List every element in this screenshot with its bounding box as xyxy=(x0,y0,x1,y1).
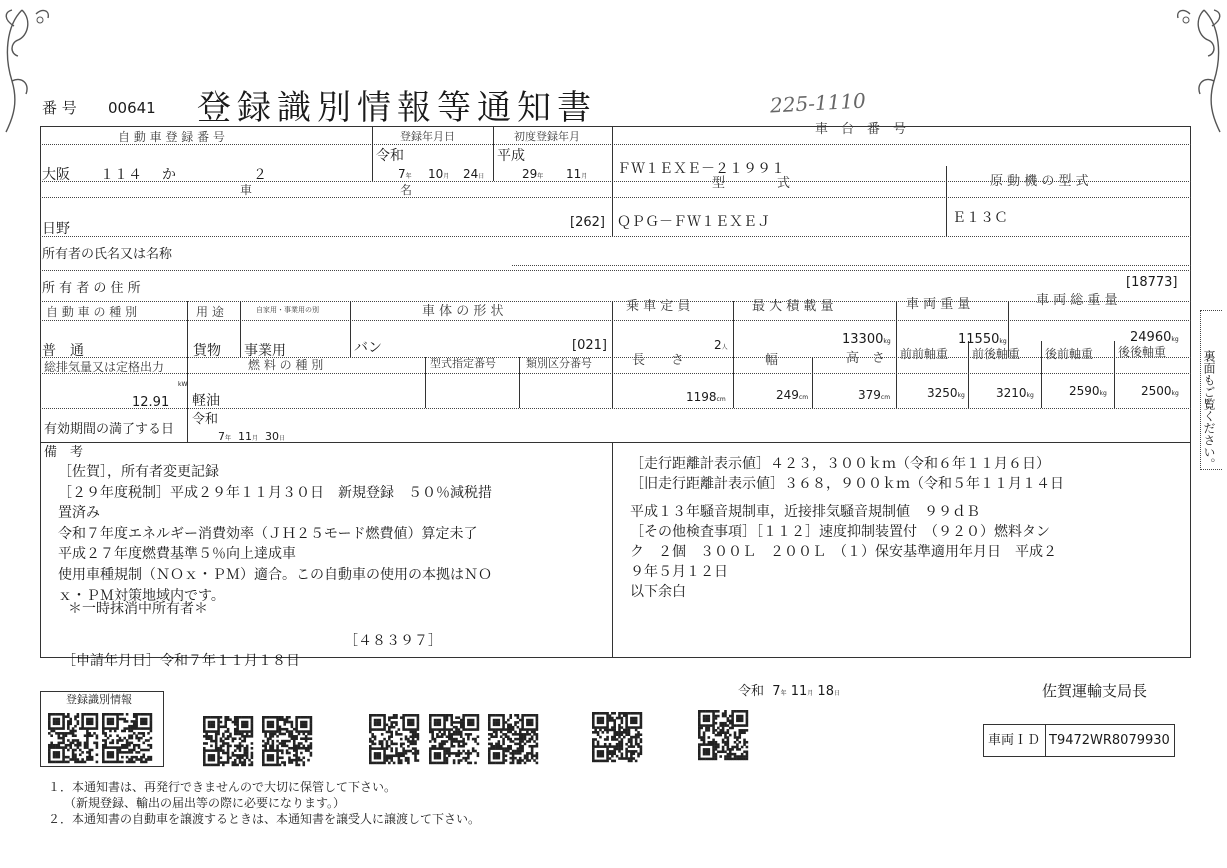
front-front-axle-label: 前前軸重 xyxy=(900,347,949,361)
vehicle-weight-value: 11550kg xyxy=(958,332,1007,347)
owner-name-label: 所有者の氏名又は名称 xyxy=(42,247,173,262)
vehicle-type-label: 自 動 車 の 種 別 xyxy=(46,305,138,319)
first-reg-era: 平成 xyxy=(497,148,525,164)
first-reg-label: 初度登録年月 xyxy=(514,130,580,143)
engine-model-value: Ｅ１３Ｃ xyxy=(952,210,1008,226)
body-shape-label: 車 体 の 形 状 xyxy=(422,304,504,319)
chassis-number: ＦＷ１ＥＸＥ－２１９９１ xyxy=(617,161,785,177)
class-number-label: 類別区分番号 xyxy=(526,357,592,370)
qr-code xyxy=(698,710,748,760)
issuer: 佐賀運輸支局長 xyxy=(1042,682,1148,700)
remark-line: 置済み xyxy=(58,505,100,522)
maker-code: [262] xyxy=(570,215,605,230)
first-reg-month: 11月 xyxy=(566,167,588,181)
rear-front-axle-value: 2590kg xyxy=(1069,384,1107,398)
temp-owner-note: ＊一時抹消中所有者＊ xyxy=(68,601,208,617)
footer-note-2: （新規登録、輸出の届出等の際に必要になります。） xyxy=(64,796,346,810)
remark-line: ［佐賀］，所有者変更記録 xyxy=(58,464,219,480)
qr-code xyxy=(48,713,98,763)
remark-line: ９年５月１２日 xyxy=(630,564,728,580)
qr-code xyxy=(203,716,253,766)
private-business-label: 自家用・事業用の別 xyxy=(256,306,319,314)
footer-note-1: １．本通知書は、再発行できませんので大切に保管して下さい。 xyxy=(48,780,397,794)
rear-rear-axle-label: 後後軸重 xyxy=(1118,345,1167,359)
chassis-label: 車 台 番 号 xyxy=(815,122,907,137)
remark-line: ［走行距離計表示値］４２３，３００ｋｍ（令和６年１１月６日） xyxy=(630,456,1050,472)
maker-name: 日野 xyxy=(42,221,70,237)
reg-year: 7年 xyxy=(398,167,412,181)
vehicle-id-label: 車両ＩＤ xyxy=(988,733,1041,748)
length-label: 長 さ xyxy=(632,353,685,368)
expiry-era: 令和 xyxy=(192,412,219,427)
remarks-label: 備 考 xyxy=(44,445,84,460)
qr-code xyxy=(102,713,152,763)
vehicle-weight-label: 車 両 重 量 xyxy=(906,297,971,312)
vehicle-type: 普 通 xyxy=(42,343,84,359)
use-label: 用 途 xyxy=(196,305,224,319)
qr-code xyxy=(488,714,538,764)
engine-model-label: 原 動 機 の 型 式 xyxy=(990,174,1089,189)
application-date: ［申請年月日］令和７年１１月１８日 xyxy=(62,653,300,669)
remark-line: 平成２７年度燃費基準５％向上達成車 xyxy=(58,546,296,563)
qr-code xyxy=(429,714,479,764)
address-code: [18773] xyxy=(1126,275,1178,290)
fuel-type-label: 燃 料 の 種 別 xyxy=(248,358,324,372)
reg-month: 10月 xyxy=(428,167,450,181)
body-shape-value: バン xyxy=(354,340,382,356)
fuel-type-value: 軽油 xyxy=(192,393,220,409)
rear-rear-axle-value: 2500kg xyxy=(1141,384,1179,398)
body-shape-code: [021] xyxy=(572,338,607,353)
footer-note-3: ２．本通知書の自動車を譲渡するときは、本通知書を譲受人に譲渡して下さい。 xyxy=(48,812,481,826)
number-label: 番 号 xyxy=(42,99,77,117)
plate-number: ２ xyxy=(253,167,267,183)
reg-day: 24日 xyxy=(463,167,485,181)
first-reg-year: 29年 xyxy=(522,167,544,181)
displacement-value: 12.91 xyxy=(132,395,170,410)
model-value: ＱＰＧ－ＦＷ１ＥＸＥＪ xyxy=(617,214,771,230)
qr-code xyxy=(592,712,642,762)
document-number: 00641 xyxy=(108,99,156,117)
qr-code xyxy=(262,716,312,766)
vehicle-id-value: T9472WR8079930 xyxy=(1049,733,1170,748)
height-value: 379cm xyxy=(858,388,891,402)
reg-number-label: 自 動 車 登 録 番 号 xyxy=(118,130,225,144)
rear-front-axle-label: 後前軸重 xyxy=(1045,347,1094,361)
private-business-value: 事業用 xyxy=(244,343,286,359)
remark-line: ［その他検査事項］［１１２］速度抑制装置付 （９２０）燃料タン xyxy=(630,524,1050,540)
length-value: 1198cm xyxy=(686,390,726,404)
model-spec-number-label: 型式指定番号 xyxy=(430,357,496,370)
height-label: 高 さ xyxy=(846,351,886,366)
plate-kana: か xyxy=(162,167,176,183)
plate-class: １１４ xyxy=(100,167,142,183)
capacity-value: 2人 xyxy=(714,338,728,352)
remark-line: ク ２個 ３００Ｌ ２００Ｌ （１）保安基準適用年月日 平成２ xyxy=(630,544,1057,560)
remark-line: 以下余白 xyxy=(630,584,686,600)
remark-line: ［旧走行距離計表示値］３６８，９００ｋｍ（令和５年１１月１４日 xyxy=(630,476,1064,492)
remarks-code: ［４８３９７］ xyxy=(344,633,442,649)
width-label: 幅 xyxy=(765,353,779,368)
expiry-date: 7年 11月 30日 xyxy=(218,430,286,443)
displacement-label: 総排気量又は定格出力 xyxy=(44,360,165,374)
expiry-label: 有効期間の満了する日 xyxy=(44,422,175,437)
reg-info-label: 登録識別情報 xyxy=(66,693,132,706)
document-title: 登録識別情報等通知書 xyxy=(197,88,597,128)
name-label: 名 xyxy=(400,183,413,197)
issue-date: 令和 7年 11月 18日 xyxy=(738,684,840,699)
width-value: 249cm xyxy=(776,388,809,402)
gross-weight-label: 車 両 総 重 量 xyxy=(1036,293,1118,308)
max-load-label: 最 大 積 載 量 xyxy=(752,299,834,314)
front-rear-axle-value: 3210kg xyxy=(996,386,1034,400)
side-note-text: 裏面もご覧ください。 xyxy=(1202,350,1216,470)
remark-line: 平成１３年騒音規制車，近接排気騒音規制値 ９９ｄＢ xyxy=(630,504,980,520)
model-label: 型 式 xyxy=(712,176,791,191)
reg-date-label: 登録年月日 xyxy=(400,130,455,143)
reg-era: 令和 xyxy=(376,148,404,164)
plate-area: 大阪 xyxy=(42,167,70,183)
gross-weight-value: 24960kg xyxy=(1130,330,1179,345)
owner-address-label: 所 有 者 の 住 所 xyxy=(42,281,141,296)
remark-line: ［２９年度税制］平成２９年１１月３０日 新規登録 ５０％減税措 xyxy=(58,484,492,501)
remark-line: 令和７年度エネルギー消費効率（ＪＨ２５モード燃費値）算定未了 xyxy=(58,525,478,542)
use-value: 貨物 xyxy=(193,343,221,359)
remark-line: 使用車種規制（ＮＯｘ・ＰＭ）適合。この自動車の使用の本拠はＮＯ xyxy=(58,566,492,583)
front-rear-axle-label: 前後軸重 xyxy=(972,347,1021,361)
remark-line: ｘ・ＰＭ対策地域内です。 xyxy=(58,587,225,604)
kw-unit: kW xyxy=(178,381,188,388)
max-load-value: 13300kg xyxy=(842,332,891,347)
handwritten-note: 225-1110 xyxy=(769,88,867,118)
qr-code xyxy=(369,714,419,764)
capacity-label: 乗 車 定 員 xyxy=(626,299,691,314)
car-label: 車 xyxy=(240,183,253,197)
front-front-axle-value: 3250kg xyxy=(927,386,965,400)
